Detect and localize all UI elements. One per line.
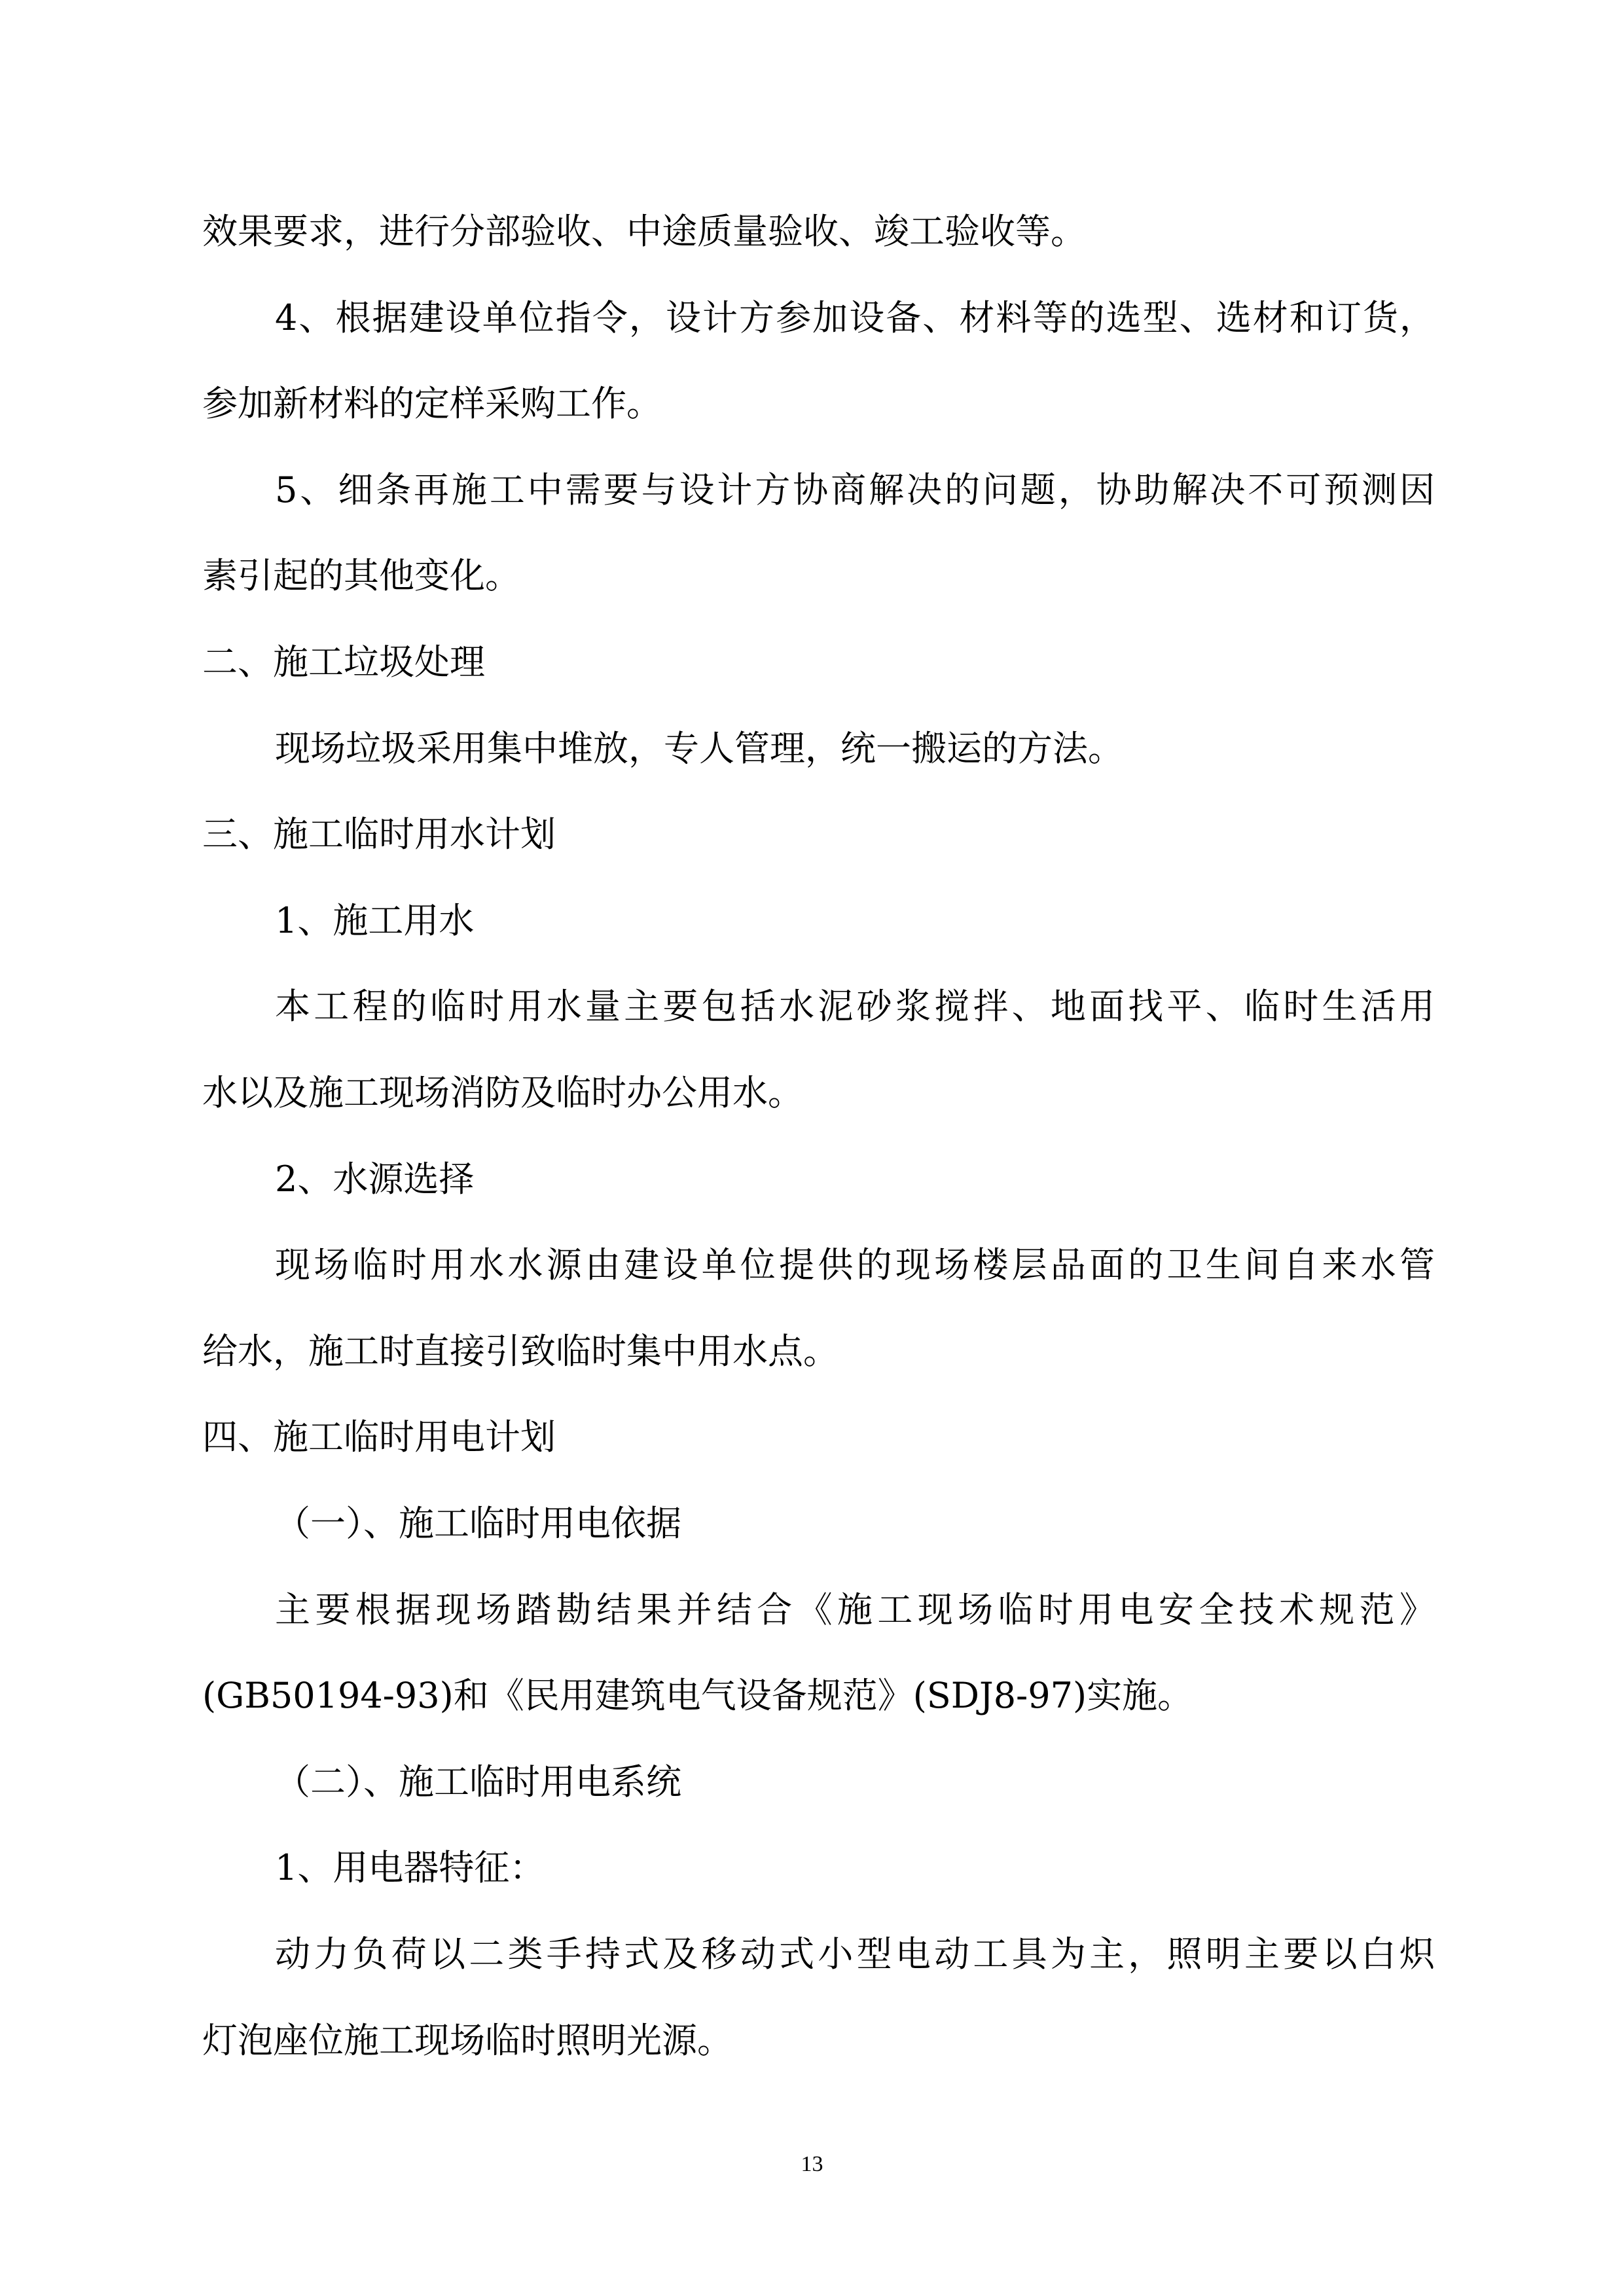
text-line: 现场垃圾采用集中堆放，专人管理，统一搬运的方法。 <box>275 727 1123 769</box>
text-line: 水以及施工现场消防及临时办公用水。 <box>202 1072 803 1113</box>
text-line: 给水，施工时直接引致临时集中用水点。 <box>202 1330 839 1372</box>
text-line: 1、施工用水 <box>275 899 475 941</box>
text-line: 现场临时用水水源由建设单位提供的现场楼层品面的卫生间自来水管 <box>275 1244 1435 1286</box>
text-line: 参加新材料的定样采购工作。 <box>202 383 662 425</box>
page-number: 13 <box>801 2152 823 2176</box>
text-line: （二）、施工临时用电系统 <box>275 1761 681 1803</box>
text-line: （一）、施工临时用电依据 <box>275 1503 681 1544</box>
text-line: 1、用电器特征： <box>275 1847 545 1889</box>
text-line: 灯泡座位施工现场临时照明光源。 <box>202 2019 732 2061</box>
text-line: 4、根据建设单位指令，设计方参加设备、材料等的选型、选材和订货， <box>275 296 1435 338</box>
text-line: 主要根据现场踏勘结果并结合《施工现场临时用电安全技术规范》 <box>275 1588 1435 1630</box>
text-line: 素引起的其他变化。 <box>202 555 520 597</box>
text-line: 动力负荷以二类手持式及移动式小型电动工具为主，照明主要以白炽 <box>275 1933 1435 1975</box>
text-line: 本工程的临时用水量主要包括水泥砂浆搅拌、地面找平、临时生活用 <box>275 986 1435 1028</box>
text-line: 5、细条再施工中需要与设计方协商解决的问题，协助解决不可预测因 <box>275 469 1435 511</box>
text-line: 二、施工垃圾处理 <box>202 641 485 683</box>
text-line: 三、施工临时用水计划 <box>202 814 556 855</box>
text-line: 四、施工临时用电计划 <box>202 1416 556 1458</box>
text-line: (GB50194-93)和《民用建筑电气设备规范》(SDJ8-97)实施。 <box>202 1675 1193 1717</box>
text-line: 2、水源选择 <box>275 1158 475 1200</box>
text-line: 效果要求，进行分部验收、中途质量验收、竣工验收等。 <box>202 211 1086 252</box>
